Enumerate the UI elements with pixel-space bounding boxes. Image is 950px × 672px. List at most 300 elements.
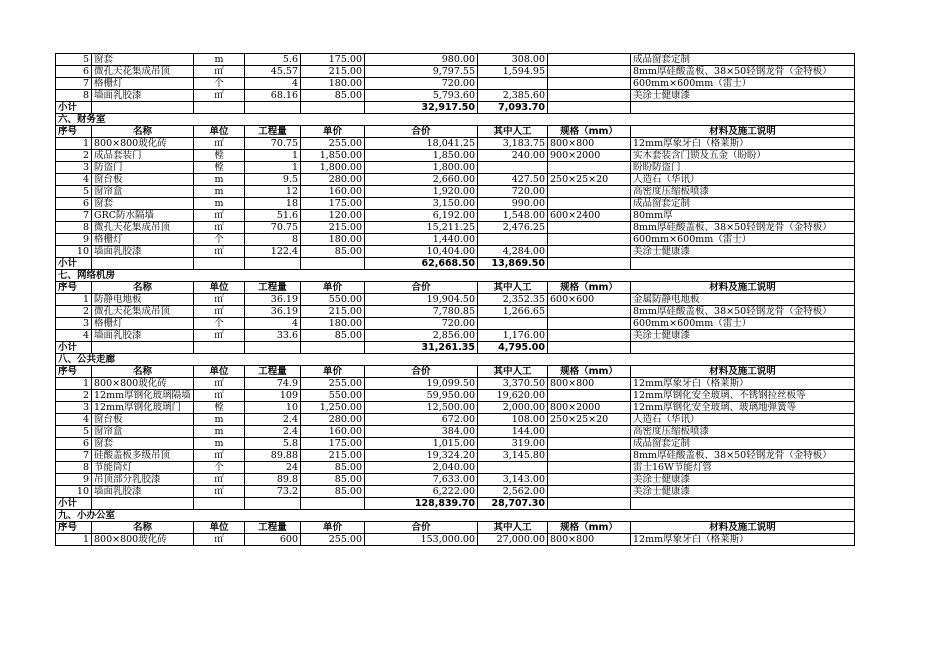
cell-unit-price: 280.00 — [301, 414, 365, 426]
column-header-name: 名称 — [92, 282, 194, 294]
cell-material: 12mm厚象牙白（格莱斯） — [631, 534, 855, 546]
cell-seq: 8 — [56, 222, 92, 234]
table-row — [56, 210, 855, 222]
empty-cell — [92, 498, 194, 510]
cell-spec — [548, 222, 631, 234]
table-row — [56, 450, 855, 462]
cell-seq: 1 — [56, 294, 92, 306]
subtotal-labor: 13,869.50 — [478, 258, 548, 270]
column-header-spec: 规格（mm） — [548, 522, 631, 534]
cell-material: 12mm厚象牙白（格莱斯） — [631, 378, 855, 390]
table-row — [56, 90, 855, 102]
cell-material: 雷士16W节能灯管 — [631, 462, 855, 474]
cell-labor: 720.00 — [478, 186, 548, 198]
cell-quantity: 70.75 — [245, 222, 301, 234]
cell-quantity: 73.2 — [245, 486, 301, 498]
column-header-seq: 序号 — [56, 522, 92, 534]
cell-spec — [548, 246, 631, 258]
cell-quantity: 2.4 — [245, 414, 301, 426]
table-row — [56, 426, 855, 438]
cell-material: 成品窗套定制 — [631, 198, 855, 210]
cell-quantity: 2.4 — [245, 426, 301, 438]
cell-quantity: 9.5 — [245, 174, 301, 186]
table-row — [56, 318, 855, 330]
cell-seq: 3 — [56, 318, 92, 330]
cell-material: 高密度压缩板喷漆 — [631, 426, 855, 438]
section-title: 六、财务室 — [56, 114, 855, 126]
cell-seq: 5 — [56, 426, 92, 438]
subtotal-labor: 4,795.00 — [478, 342, 548, 354]
column-header-material: 材料及施工说明 — [631, 366, 855, 378]
cell-name: 微孔天花集成吊顶 — [92, 306, 194, 318]
subtotal-total: 32,917.50 — [365, 102, 478, 114]
cell-unit-price: 85.00 — [301, 90, 365, 102]
section-title: 七、网络机房 — [56, 270, 855, 282]
column-header-name: 名称 — [92, 366, 194, 378]
cell-quantity: 89.8 — [245, 474, 301, 486]
cell-unit: ㎡ — [194, 330, 245, 342]
cell-total: 720.00 — [365, 78, 478, 90]
cell-unit-price: 85.00 — [301, 246, 365, 258]
cell-unit: 个 — [194, 234, 245, 246]
empty-cell — [194, 498, 245, 510]
cell-material: 12mm厚钢化安全玻璃、不锈钢拉丝板等 — [631, 390, 855, 402]
cell-spec — [548, 318, 631, 330]
cell-material: 金属防静电地板 — [631, 294, 855, 306]
table-row — [56, 474, 855, 486]
column-header-name: 名称 — [92, 126, 194, 138]
cell-unit-price: 175.00 — [301, 438, 365, 450]
column-header-spec: 规格（mm） — [548, 366, 631, 378]
cell-seq: 6 — [56, 198, 92, 210]
empty-cell — [301, 498, 365, 510]
cell-seq: 8 — [56, 462, 92, 474]
cell-material: 600mm×600mm（雷士） — [631, 234, 855, 246]
subtotal-labor: 28,707.30 — [478, 498, 548, 510]
cell-labor: 3,183.75 — [478, 138, 548, 150]
column-header-quantity: 工程量 — [245, 282, 301, 294]
cell-unit: ㎡ — [194, 138, 245, 150]
cell-quantity: 12 — [245, 186, 301, 198]
cell-quantity: 5.6 — [245, 54, 301, 66]
cell-quantity: 18 — [245, 198, 301, 210]
cell-unit: 樘 — [194, 150, 245, 162]
column-header-labor: 其中人工 — [478, 282, 548, 294]
cell-quantity: 24 — [245, 462, 301, 474]
cell-spec — [548, 78, 631, 90]
cell-unit-price: 175.00 — [301, 198, 365, 210]
cell-total: 3,150.00 — [365, 198, 478, 210]
cell-unit-price: 1,250.00 — [301, 402, 365, 414]
table-row — [56, 54, 855, 66]
cell-name: 12mm厚钢化玻璃隔墙 — [92, 390, 194, 402]
cell-unit: m — [194, 426, 245, 438]
cell-seq: 3 — [56, 402, 92, 414]
subtotal-total: 128,839.70 — [365, 498, 478, 510]
cell-spec — [548, 162, 631, 174]
table-row — [56, 162, 855, 174]
column-header-unit: 单位 — [194, 126, 245, 138]
cell-labor — [478, 462, 548, 474]
cell-name: 窗帘盒 — [92, 186, 194, 198]
cell-name: 窗套 — [92, 438, 194, 450]
column-header-name: 名称 — [92, 522, 194, 534]
cell-unit-price: 85.00 — [301, 330, 365, 342]
cell-quantity: 74.9 — [245, 378, 301, 390]
cell-name: 格栅灯 — [92, 318, 194, 330]
cell-quantity: 8 — [245, 234, 301, 246]
cell-name: 窗台板 — [92, 414, 194, 426]
subtotal-label: 小计 — [56, 498, 92, 510]
cell-labor: 4,284.00 — [478, 246, 548, 258]
cell-labor: 1,176.00 — [478, 330, 548, 342]
table-row — [56, 222, 855, 234]
cell-material: 人造石（华讯） — [631, 414, 855, 426]
cell-spec: 250×25×20 — [548, 414, 631, 426]
cell-unit-price: 550.00 — [301, 390, 365, 402]
empty-cell — [245, 342, 301, 354]
cell-spec — [548, 90, 631, 102]
cell-total: 2,040.00 — [365, 462, 478, 474]
cell-labor: 108.00 — [478, 414, 548, 426]
cell-seq: 2 — [56, 306, 92, 318]
empty-cell — [245, 258, 301, 270]
cell-unit: ㎡ — [194, 294, 245, 306]
cell-name: 格栅灯 — [92, 78, 194, 90]
cell-total: 19,099.50 — [365, 378, 478, 390]
cell-labor: 319.00 — [478, 438, 548, 450]
quote-sheet-table — [55, 53, 855, 546]
empty-cell — [92, 342, 194, 354]
cell-quantity: 122.4 — [245, 246, 301, 258]
cell-seq: 2 — [56, 390, 92, 402]
cell-unit: ㎡ — [194, 474, 245, 486]
column-header-unit-price: 单价 — [301, 366, 365, 378]
empty-cell — [548, 498, 631, 510]
cell-spec — [548, 198, 631, 210]
cell-quantity: 4 — [245, 78, 301, 90]
table-row — [56, 462, 855, 474]
table-row — [56, 390, 855, 402]
empty-cell — [631, 342, 855, 354]
cell-total: 1,440.00 — [365, 234, 478, 246]
table-row — [56, 534, 855, 546]
cell-total: 384.00 — [365, 426, 478, 438]
cell-unit: ㎡ — [194, 222, 245, 234]
cell-total: 1,920.00 — [365, 186, 478, 198]
column-header-row — [56, 522, 855, 534]
cell-name: 墙面乳胶漆 — [92, 486, 194, 498]
cell-unit-price: 255.00 — [301, 534, 365, 546]
cell-total: 5,793.60 — [365, 90, 478, 102]
subtotal-label: 小计 — [56, 258, 92, 270]
cell-total: 720.00 — [365, 318, 478, 330]
empty-cell — [92, 258, 194, 270]
table-row — [56, 438, 855, 450]
cell-total: 59,950.00 — [365, 390, 478, 402]
empty-cell — [301, 102, 365, 114]
cell-unit: m — [194, 174, 245, 186]
cell-seq: 6 — [56, 66, 92, 78]
cell-material: 高密度压缩板喷漆 — [631, 186, 855, 198]
cell-material: 80mm厚 — [631, 210, 855, 222]
cell-unit: m — [194, 186, 245, 198]
cell-spec — [548, 234, 631, 246]
cell-labor: 240.00 — [478, 150, 548, 162]
column-header-unit: 单位 — [194, 522, 245, 534]
cell-labor: 990.00 — [478, 198, 548, 210]
cell-unit-price: 215.00 — [301, 222, 365, 234]
empty-cell — [548, 258, 631, 270]
cell-seq: 10 — [56, 486, 92, 498]
column-header-unit: 单位 — [194, 282, 245, 294]
cell-unit-price: 180.00 — [301, 78, 365, 90]
cell-seq: 4 — [56, 414, 92, 426]
table-row — [56, 378, 855, 390]
cell-spec: 800×800 — [548, 378, 631, 390]
table-row — [56, 186, 855, 198]
cell-name: 微孔天花集成吊顶 — [92, 66, 194, 78]
cell-total: 12,500.00 — [365, 402, 478, 414]
cell-labor — [478, 234, 548, 246]
cell-unit-price: 1,850.00 — [301, 150, 365, 162]
cell-unit: ㎡ — [194, 306, 245, 318]
column-header-seq: 序号 — [56, 126, 92, 138]
cell-name: 节能筒灯 — [92, 462, 194, 474]
cell-seq: 1 — [56, 378, 92, 390]
cell-quantity: 68.16 — [245, 90, 301, 102]
cell-quantity: 36.19 — [245, 306, 301, 318]
section-title-row — [56, 114, 855, 126]
cell-labor: 1,548.00 — [478, 210, 548, 222]
cell-name: 墙面乳胶漆 — [92, 246, 194, 258]
table-row — [56, 234, 855, 246]
section-title-row — [56, 510, 855, 522]
cell-unit: ㎡ — [194, 66, 245, 78]
cell-seq: 10 — [56, 246, 92, 258]
cell-spec — [548, 186, 631, 198]
cell-quantity: 51.6 — [245, 210, 301, 222]
cell-name: 12mm厚钢化玻璃门 — [92, 402, 194, 414]
cell-total: 6,192.00 — [365, 210, 478, 222]
cell-material: 8mm厚硅酸盖板、38×50轻钢龙骨（金特板） — [631, 222, 855, 234]
cell-name: 墙面乳胶漆 — [92, 90, 194, 102]
cell-unit-price: 120.00 — [301, 210, 365, 222]
column-header-labor: 其中人工 — [478, 522, 548, 534]
cell-unit-price: 550.00 — [301, 294, 365, 306]
cell-quantity: 5.8 — [245, 438, 301, 450]
cell-spec — [548, 66, 631, 78]
cell-unit-price: 180.00 — [301, 234, 365, 246]
subtotal-total: 62,668.50 — [365, 258, 478, 270]
section-title: 八、公共走廊 — [56, 354, 855, 366]
cell-name: 硅酸盖板多级吊顶 — [92, 450, 194, 462]
cell-unit-price: 215.00 — [301, 306, 365, 318]
table-row — [56, 402, 855, 414]
cell-unit: 个 — [194, 78, 245, 90]
cell-total: 19,324.20 — [365, 450, 478, 462]
cell-spec — [548, 306, 631, 318]
column-header-quantity: 工程量 — [245, 522, 301, 534]
cell-material: 实木套装含门锁及五金（盼盼） — [631, 150, 855, 162]
cell-seq: 5 — [56, 186, 92, 198]
empty-cell — [631, 258, 855, 270]
cell-name: 格栅灯 — [92, 234, 194, 246]
cell-labor: 2,352.35 — [478, 294, 548, 306]
subtotal-total: 31,261.35 — [365, 342, 478, 354]
cell-seq: 7 — [56, 78, 92, 90]
section-title-row — [56, 270, 855, 282]
cell-name: 防盗门 — [92, 162, 194, 174]
section-title: 九、小办公室 — [56, 510, 855, 522]
cell-material: 美涂士健康漆 — [631, 246, 855, 258]
cell-unit: ㎡ — [194, 90, 245, 102]
cell-seq: 1 — [56, 138, 92, 150]
cell-seq: 9 — [56, 474, 92, 486]
cell-material: 美涂士健康漆 — [631, 330, 855, 342]
cell-total: 153,000.00 — [365, 534, 478, 546]
empty-cell — [301, 342, 365, 354]
cell-unit-price: 255.00 — [301, 138, 365, 150]
empty-cell — [301, 258, 365, 270]
subtotal-labor: 7,093.70 — [478, 102, 548, 114]
cell-material: 600mm×600mm（雷士） — [631, 318, 855, 330]
cell-name: 800×800玻化砖 — [92, 378, 194, 390]
cell-total: 2,856.00 — [365, 330, 478, 342]
cell-labor: 2,562.00 — [478, 486, 548, 498]
empty-cell — [92, 102, 194, 114]
cell-name: 窗台板 — [92, 174, 194, 186]
cell-material: 盼盼防盗门 — [631, 162, 855, 174]
cell-name: 成品套装门 — [92, 150, 194, 162]
cell-quantity: 45.57 — [245, 66, 301, 78]
cell-total: 7,633.00 — [365, 474, 478, 486]
cell-labor: 3,143.00 — [478, 474, 548, 486]
column-header-row — [56, 126, 855, 138]
cell-seq: 5 — [56, 54, 92, 66]
column-header-unit-price: 单价 — [301, 522, 365, 534]
cell-total: 1,800.00 — [365, 162, 478, 174]
table-row — [56, 330, 855, 342]
cell-labor: 1,266.65 — [478, 306, 548, 318]
cell-unit: ㎡ — [194, 210, 245, 222]
column-header-seq: 序号 — [56, 366, 92, 378]
table-row — [56, 306, 855, 318]
cell-unit: m — [194, 54, 245, 66]
empty-cell — [194, 258, 245, 270]
cell-total: 9,797.55 — [365, 66, 478, 78]
cell-spec — [548, 474, 631, 486]
cell-unit: ㎡ — [194, 486, 245, 498]
column-header-unit-price: 单价 — [301, 126, 365, 138]
cell-total: 2,660.00 — [365, 174, 478, 186]
cell-unit-price: 160.00 — [301, 186, 365, 198]
empty-cell — [194, 102, 245, 114]
column-header-material: 材料及施工说明 — [631, 126, 855, 138]
cell-name: 微孔天花集成吊顶 — [92, 222, 194, 234]
cell-unit: m — [194, 414, 245, 426]
cell-labor: 2,385.60 — [478, 90, 548, 102]
cell-seq: 8 — [56, 90, 92, 102]
empty-cell — [245, 498, 301, 510]
cell-spec — [548, 462, 631, 474]
cell-spec: 800×800 — [548, 534, 631, 546]
cell-unit-price: 1,800.00 — [301, 162, 365, 174]
cell-material: 美涂士健康漆 — [631, 486, 855, 498]
cell-material: 成品窗套定制 — [631, 438, 855, 450]
cell-name: 吊顶部分乳胶漆 — [92, 474, 194, 486]
cell-material: 12mm厚钢化安全玻璃、玻璃地弹簧等 — [631, 402, 855, 414]
cell-material: 美涂士健康漆 — [631, 474, 855, 486]
cell-name: 800×800玻化砖 — [92, 138, 194, 150]
cell-unit-price: 180.00 — [301, 318, 365, 330]
cell-quantity: 600 — [245, 534, 301, 546]
cell-quantity: 4 — [245, 318, 301, 330]
cell-spec: 600×2400 — [548, 210, 631, 222]
table-row — [56, 294, 855, 306]
column-header-total: 合价 — [365, 282, 478, 294]
cell-seq: 9 — [56, 234, 92, 246]
cell-unit-price: 175.00 — [301, 54, 365, 66]
table-row — [56, 198, 855, 210]
cell-material: 美涂士健康漆 — [631, 90, 855, 102]
cell-unit-price: 255.00 — [301, 378, 365, 390]
cell-quantity: 1 — [245, 162, 301, 174]
cell-name: 窗套 — [92, 198, 194, 210]
cell-unit-price: 280.00 — [301, 174, 365, 186]
table-row — [56, 486, 855, 498]
cell-seq: 2 — [56, 150, 92, 162]
cell-seq: 3 — [56, 162, 92, 174]
cell-spec — [548, 330, 631, 342]
cell-spec — [548, 54, 631, 66]
cell-labor: 144.00 — [478, 426, 548, 438]
column-header-seq: 序号 — [56, 282, 92, 294]
cell-unit-price: 85.00 — [301, 486, 365, 498]
cell-seq: 4 — [56, 174, 92, 186]
cell-unit-price: 160.00 — [301, 426, 365, 438]
cell-seq: 1 — [56, 534, 92, 546]
cell-quantity: 36.19 — [245, 294, 301, 306]
cell-labor: 1,594.95 — [478, 66, 548, 78]
cell-spec — [548, 486, 631, 498]
cell-unit: 樘 — [194, 402, 245, 414]
cell-material: 8mm厚硅酸盖板、38×50轻钢龙骨（金特板） — [631, 66, 855, 78]
cell-name: 防静电地板 — [92, 294, 194, 306]
cell-seq: 4 — [56, 330, 92, 342]
column-header-quantity: 工程量 — [245, 366, 301, 378]
cell-labor: 3,370.50 — [478, 378, 548, 390]
column-header-quantity: 工程量 — [245, 126, 301, 138]
subtotal-row — [56, 498, 855, 510]
column-header-material: 材料及施工说明 — [631, 282, 855, 294]
cell-name: 墙面乳胶漆 — [92, 330, 194, 342]
cell-name: 窗套 — [92, 54, 194, 66]
table-row — [56, 174, 855, 186]
cell-labor: 3,145.80 — [478, 450, 548, 462]
cell-total: 6,222.00 — [365, 486, 478, 498]
section-title-row — [56, 354, 855, 366]
cell-labor: 19,620.00 — [478, 390, 548, 402]
cell-seq: 7 — [56, 210, 92, 222]
cell-material: 8mm厚硅酸盖板、38×50轻钢龙骨（金特板） — [631, 450, 855, 462]
cell-total: 1,015.00 — [365, 438, 478, 450]
cell-total: 672.00 — [365, 414, 478, 426]
cell-quantity: 109 — [245, 390, 301, 402]
table-row — [56, 246, 855, 258]
cell-labor: 427.50 — [478, 174, 548, 186]
cell-seq: 6 — [56, 438, 92, 450]
